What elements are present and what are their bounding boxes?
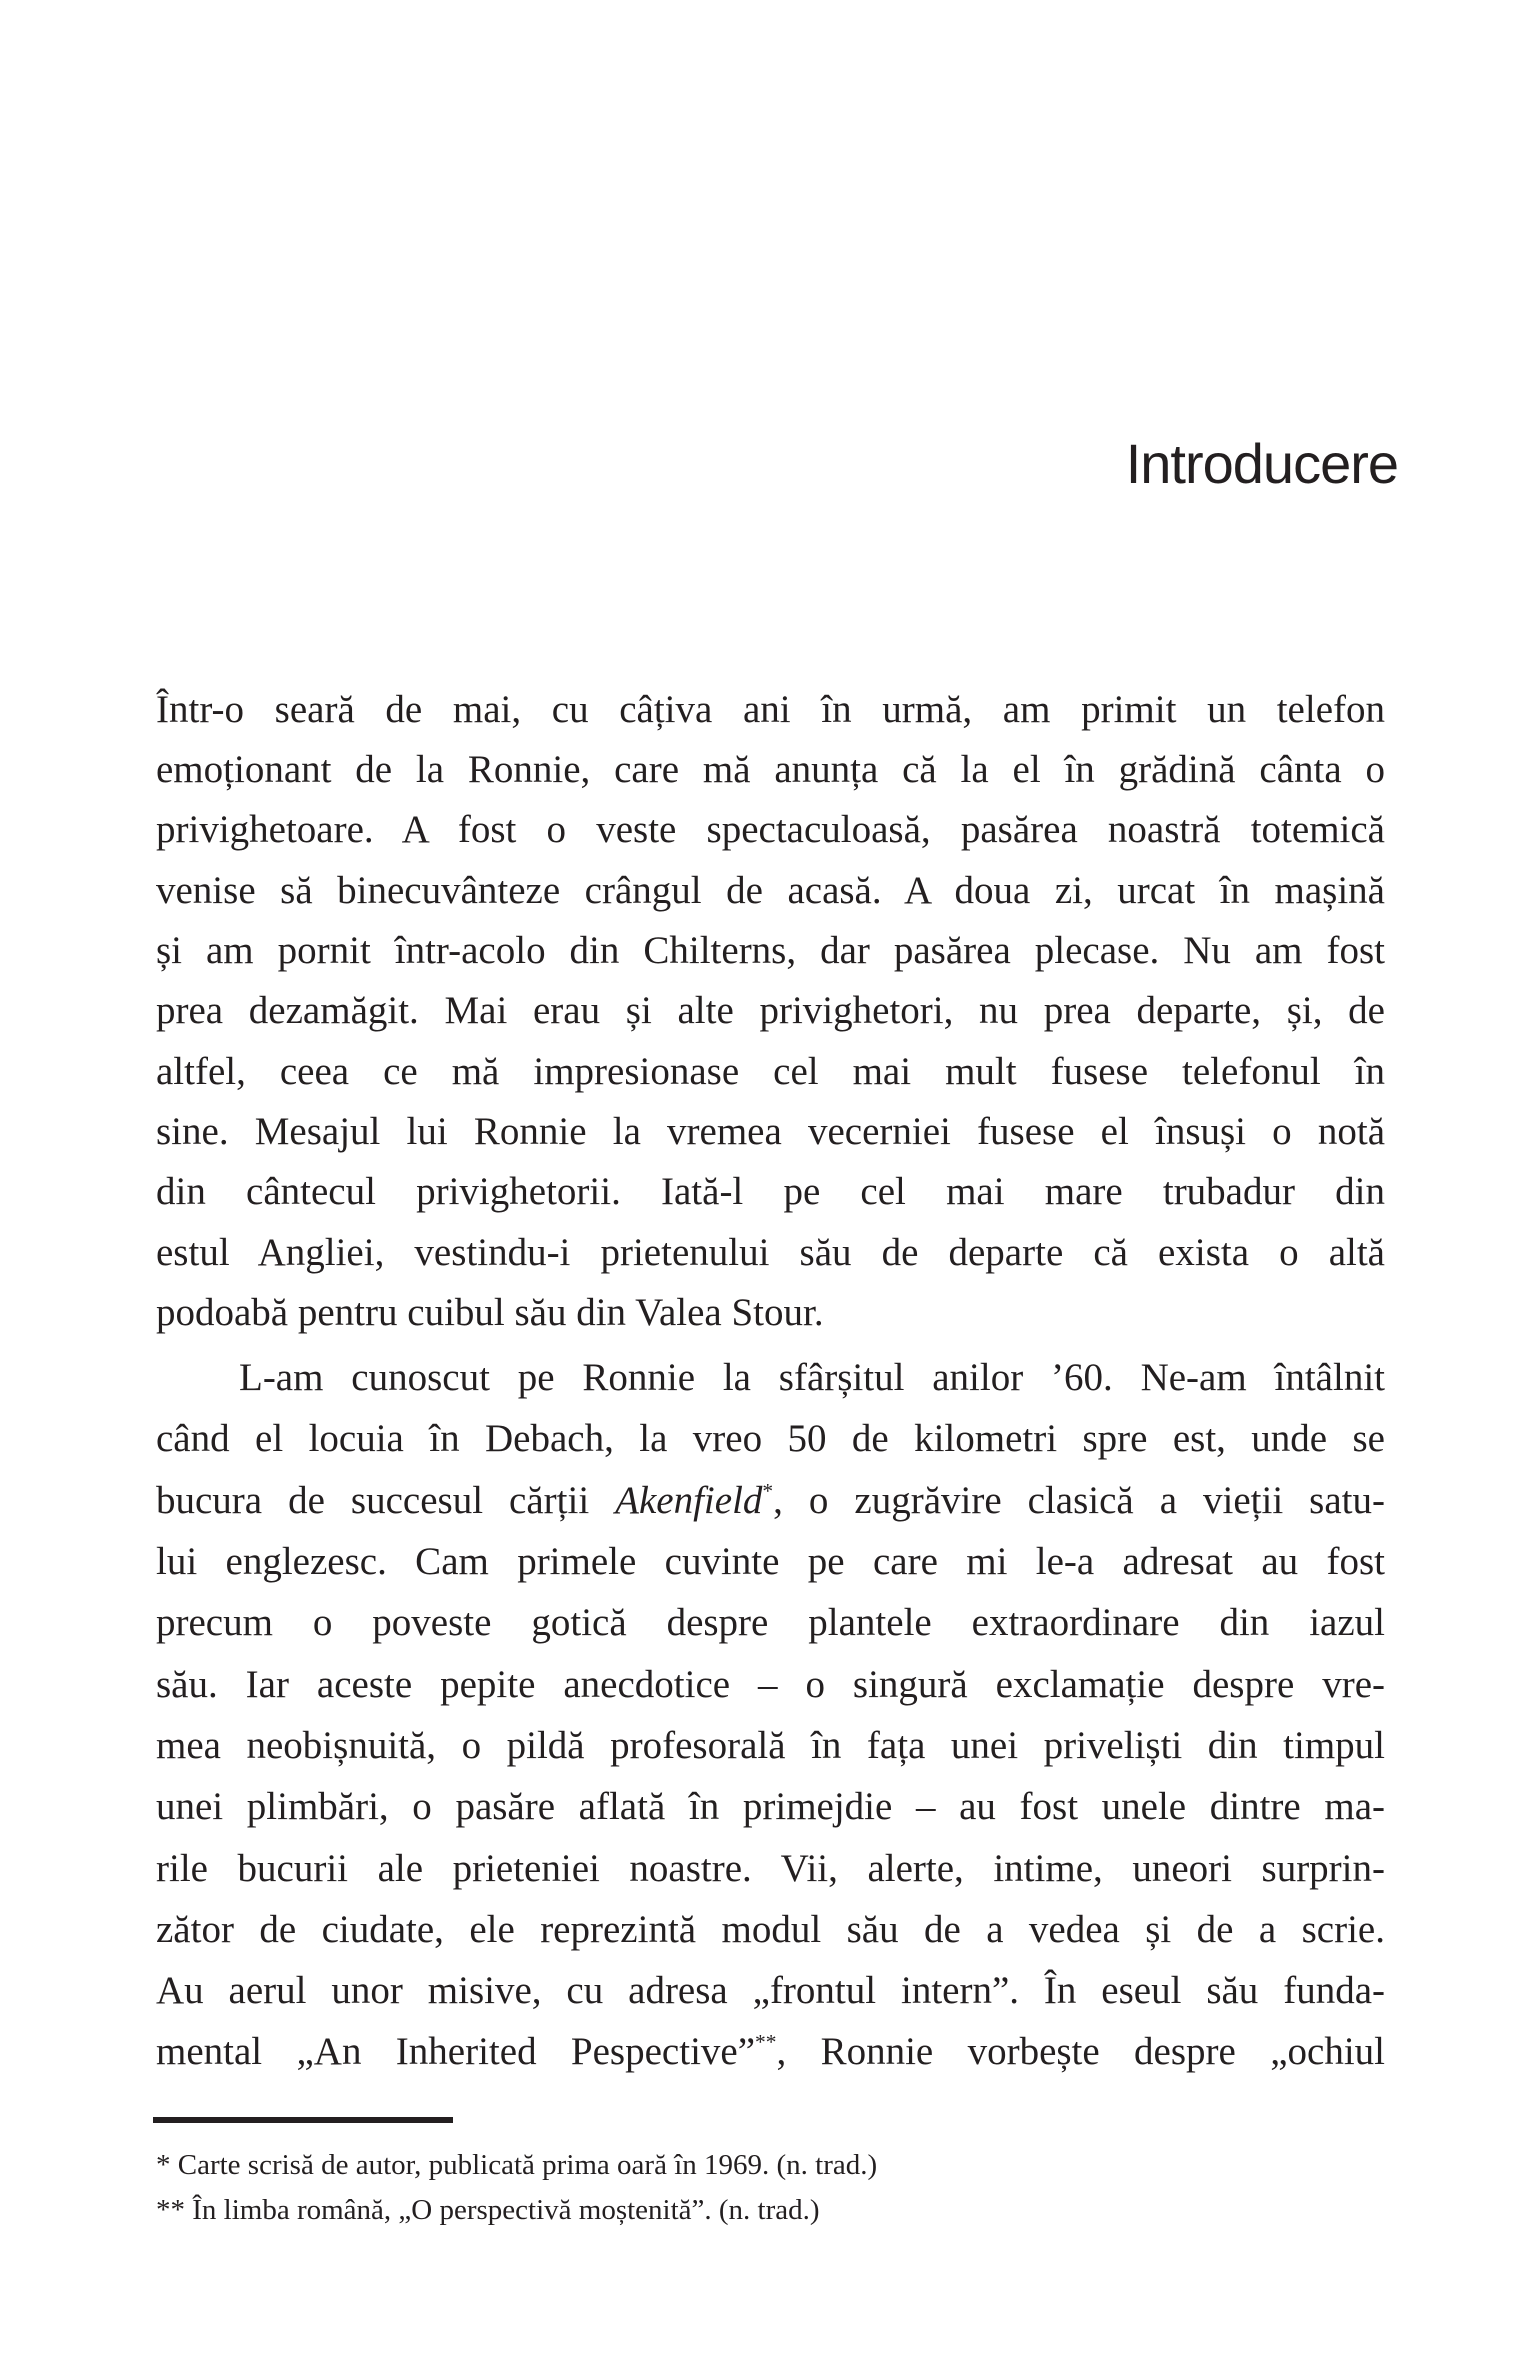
footnote-ref-1[interactable]: * — [762, 1479, 774, 1503]
text-line: și am pornit într-acolo din Chilterns, dar pasărea plecase. Nu am fost — [156, 929, 1385, 972]
text-line: Într-o seară de mai, cu câțiva ani în urmă, am primit un telefon — [156, 688, 1385, 731]
text-line: privighetoare. A fost o veste spectaculoasă, pasărea noastră totemică — [156, 808, 1385, 851]
text-line: estul Angliei, vestindu-i prietenului său de departe că exista o altă — [156, 1231, 1385, 1274]
text-line: rile bucurii ale prieteniei noastre. Vii, alerte, intime, uneori surprin- — [156, 1847, 1385, 1890]
text-line: Au aerul unor misive, cu adresa „frontul intern”. În eseul său funda- — [156, 1969, 1385, 2012]
text-line: sine. Mesajul lui Ronnie la vremea vecerniei fusese el însuși o notă — [156, 1110, 1385, 1153]
text-line: emoționant de la Ronnie, care mă anunța că la el în grădină cânta o — [156, 748, 1385, 791]
text-line-with-footnote-ref — [156, 2022, 1385, 2082]
text-line: său. Iar aceste pepite anecdotice – o singură exclamație despre vre- — [156, 1663, 1385, 1706]
text-line: venise să binecuvânteze crângul de acasă. A doua zi, urcat în mașină — [156, 869, 1385, 912]
chapter-heading: Introducere — [1125, 432, 1398, 495]
text-line: podoabă pentru cuibul său din Valea Stour. — [156, 1291, 824, 1334]
text-line-with-footnote-ref — [156, 1471, 1385, 1531]
footnote-2: ** În limba română, „O perspectivă moștenită”. (n. trad.) — [156, 2194, 820, 2226]
text-line: altfel, ceea ce mă impresionase cel mai mult fusese telefonul în — [156, 1050, 1385, 1093]
text-line: precum o poveste gotică despre plantele extraordinare din iazul — [156, 1601, 1385, 1644]
text-line: lui englezesc. Cam primele cuvinte pe care mi le-a adresat au fost — [156, 1540, 1385, 1583]
text-segment: bucura de succesul cărții — [156, 1479, 616, 1522]
footnote-ref-2[interactable]: ** — [755, 2030, 777, 2054]
footnote-divider — [153, 2117, 453, 2123]
text-line: când el locuia în Debach, la vreo 50 de kilometri spre est, unde se — [156, 1417, 1385, 1460]
text-segment: , Ronnie vorbește despre „ochiul — [776, 2030, 1385, 2073]
text-line: L-am cunoscut pe Ronnie la sfârșitul anilor ’60. Ne-am întâlnit — [239, 1356, 1385, 1399]
text-line: zător de ciudate, ele reprezintă modul său de a vedea și de a scrie. — [156, 1908, 1385, 1951]
text-line: unei plimbări, o pasăre aflată în primejdie – au fost unele dintre ma- — [156, 1785, 1385, 1828]
book-title-akenfield: Akenfield — [615, 1479, 763, 1522]
text-segment: mental „An Inherited Pespective” — [156, 2030, 756, 2073]
text-segment: , o zugrăvire clasică a vieții satu- — [773, 1479, 1385, 1522]
text-line: prea dezamăgit. Mai erau și alte privighetori, nu prea departe, și, de — [156, 989, 1385, 1032]
text-line: mea neobișnuită, o pildă profesorală în fața unei priveliști din timpul — [156, 1724, 1385, 1767]
footnote-1: * Carte scrisă de autor, publicată prima oară în 1969. (n. trad.) — [156, 2149, 878, 2181]
text-line: din cântecul privighetorii. Iată-l pe cel mai mare trubadur din — [156, 1170, 1385, 1213]
